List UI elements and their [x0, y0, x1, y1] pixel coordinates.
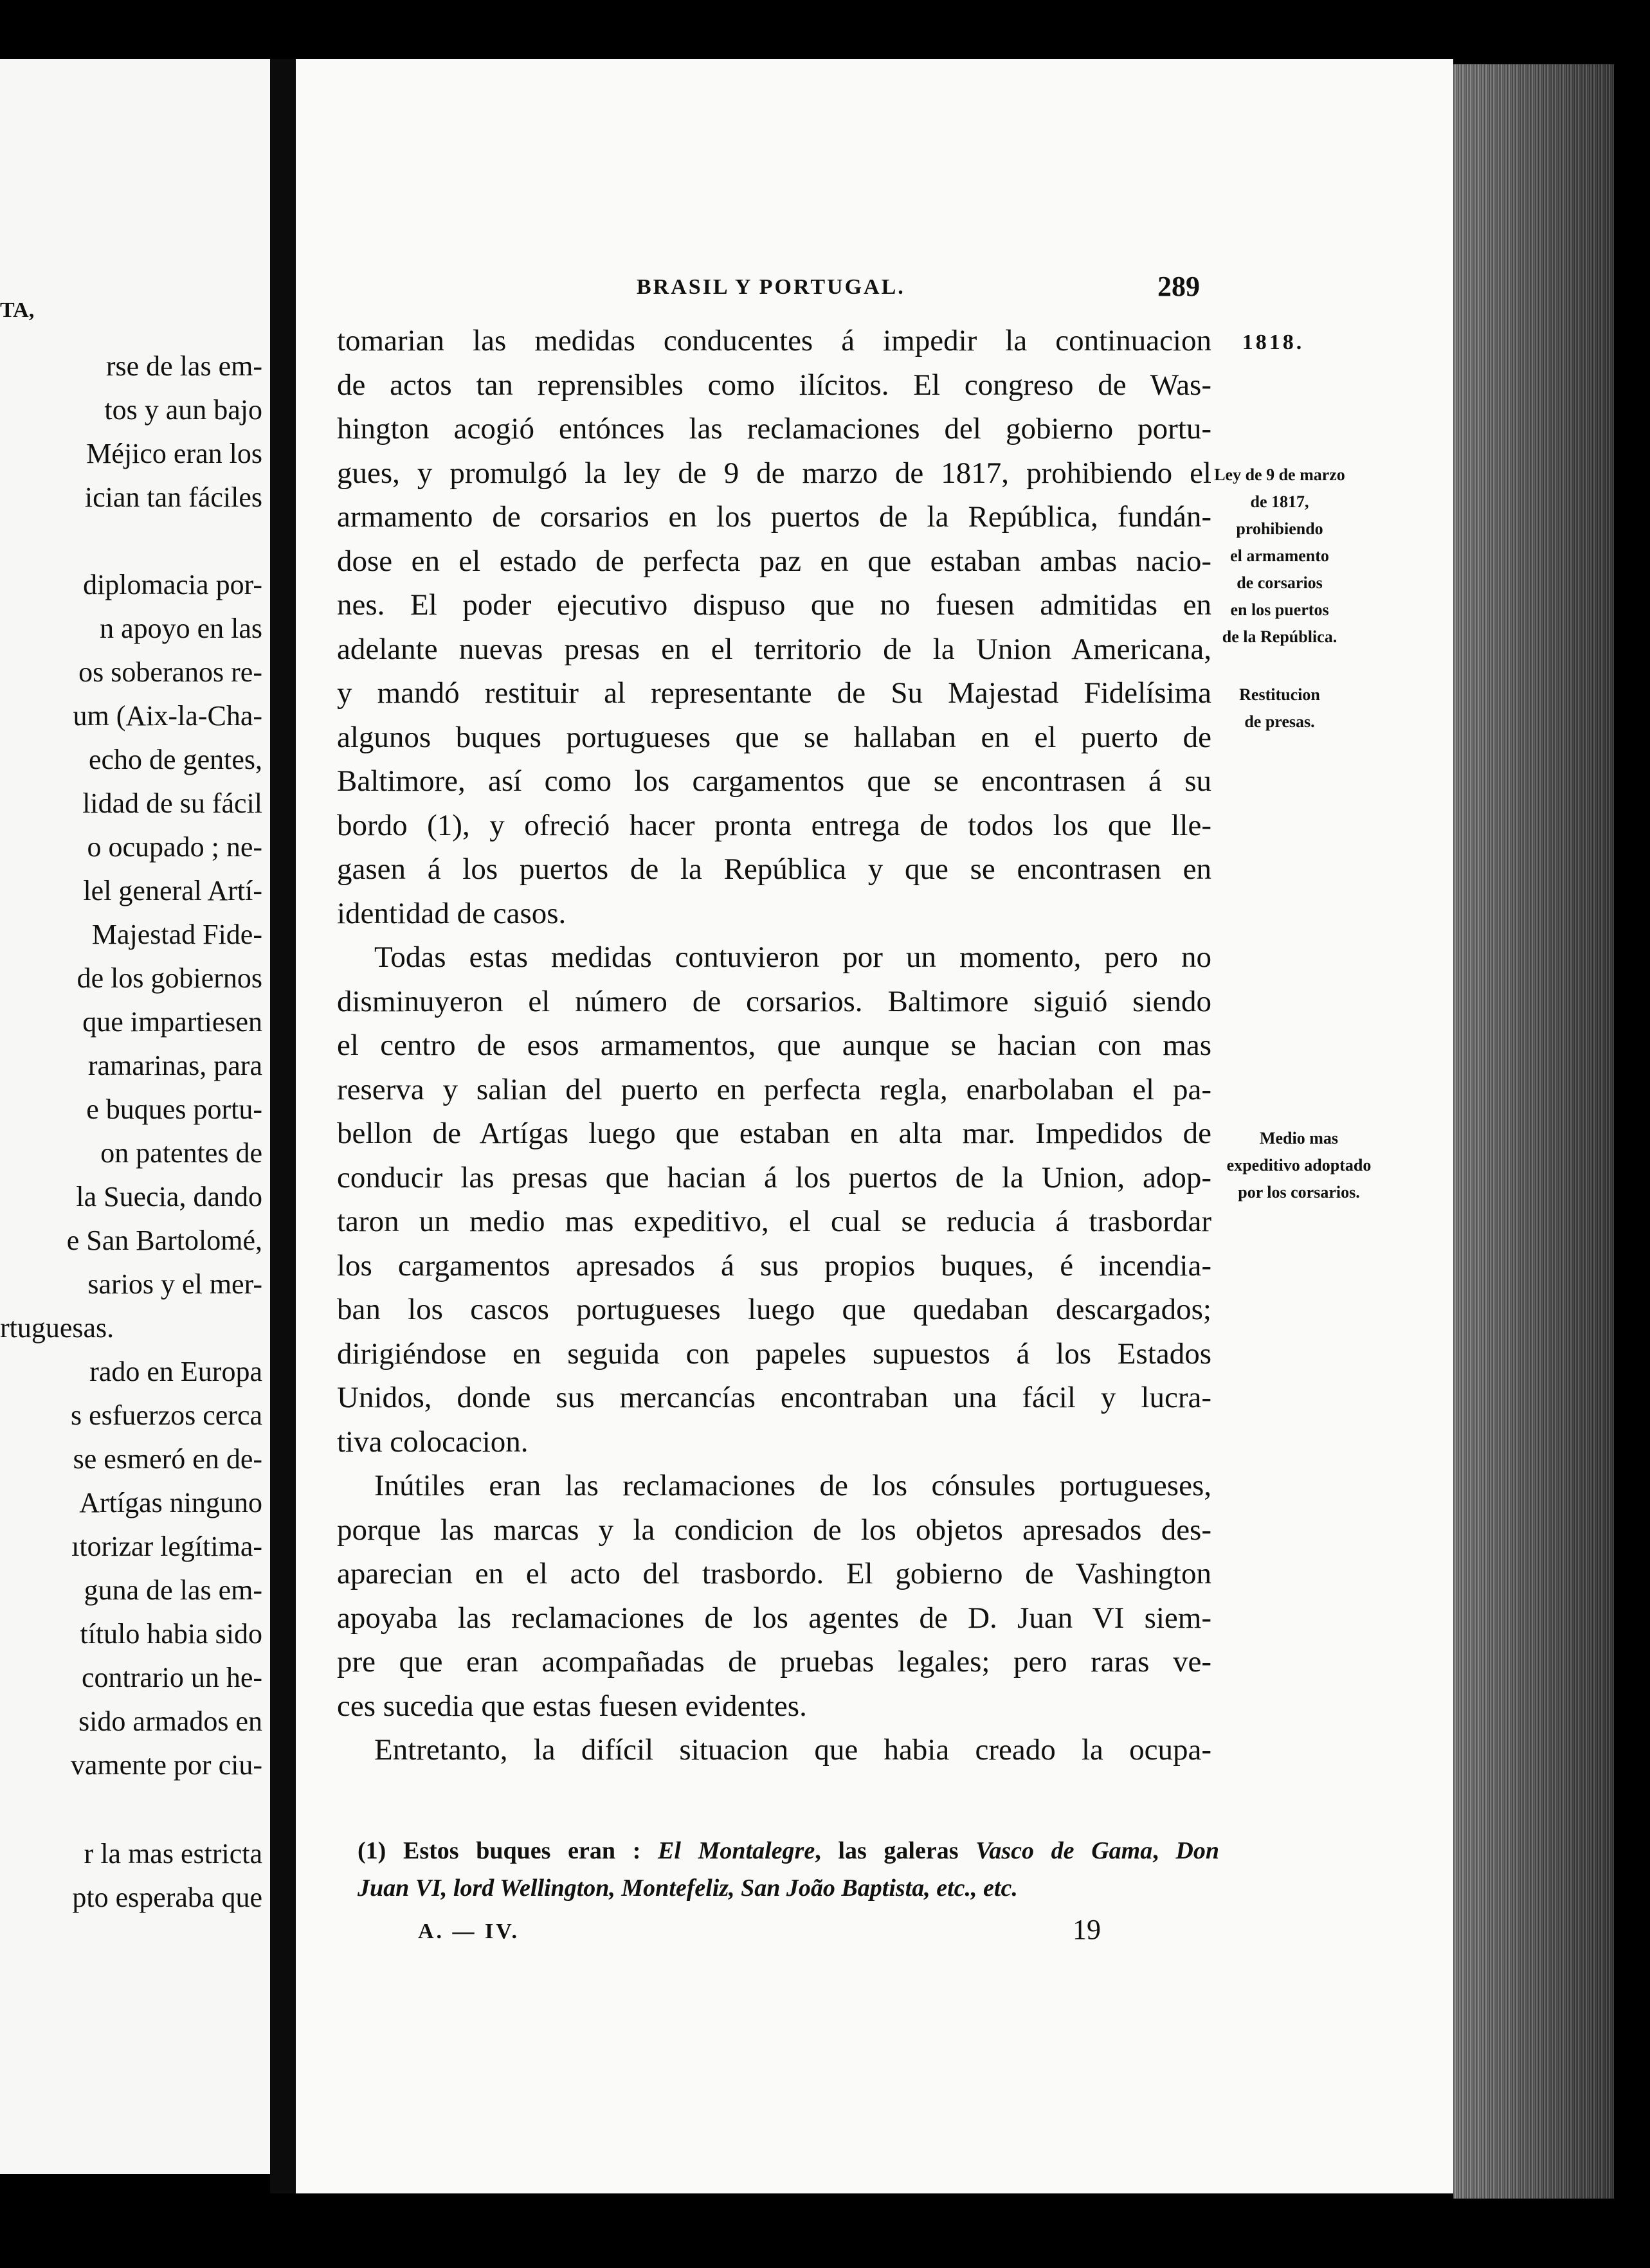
previous-page-line: e buques portu- — [86, 1094, 262, 1125]
previous-page-line: guna de las em- — [84, 1574, 262, 1606]
text-line: gasen á los puertos de la República y que se encontrasen en — [337, 852, 1211, 886]
text-line: bordo (1), y ofreció hacer pronta entrega de todos los que lle- — [337, 808, 1211, 842]
text-line: los cargamentos apresados á sus propios buques, é incendia- — [337, 1248, 1211, 1282]
background-edge — [1614, 0, 1650, 2268]
text-line: apoyaba las reclamaciones de los agentes de D. Juan VI siem- — [337, 1601, 1211, 1635]
previous-page-line: ıtorizar legítima- — [71, 1531, 262, 1562]
previous-page-line: pto esperaba que — [72, 1882, 262, 1913]
text-line: porque las marcas y la condicion de los objetos apresados des- — [337, 1513, 1211, 1547]
previous-page-line: título habia sido — [80, 1618, 262, 1650]
footnote-ship-name: El Montalegre — [658, 1837, 815, 1864]
margin-note-restitucion — [1222, 681, 1337, 735]
text-line: ban los cascos portugueses luego que quedaban descargados; — [337, 1293, 1211, 1326]
margin-note-medio — [1209, 1125, 1389, 1206]
signature-mark: A. — IV. — [418, 1920, 520, 1943]
previous-page-line: r la mas estricta — [84, 1838, 262, 1869]
previous-page-line: de los gobiernos — [77, 962, 262, 994]
previous-page-line: echo de gentes, — [89, 744, 262, 775]
page-edges — [1453, 64, 1614, 2199]
previous-page-line: um (Aix-la-Cha- — [73, 700, 262, 732]
previous-page-line: Méjico eran los — [86, 438, 262, 469]
previous-page-line: sido armados en — [78, 1706, 262, 1737]
margin-note-line: expeditivo adoptado — [1226, 1156, 1372, 1174]
margin-note-line: de presas. — [1244, 712, 1315, 731]
footnote — [358, 1832, 1219, 1907]
margin-note-line: de la República. — [1222, 627, 1337, 646]
margin-note-line: el armamento — [1230, 546, 1329, 565]
text-line: hington acogió entónces las reclamaciones del gobierno portu- — [337, 412, 1211, 446]
previous-page-line: rado en Europa — [89, 1356, 262, 1387]
previous-page-line: n apoyo en las — [100, 613, 262, 644]
margin-note-line: por los corsarios. — [1238, 1183, 1360, 1202]
text-line: adelante nuevas presas en el territorio de la Union Americana, — [337, 632, 1211, 666]
text-line: identidad de casos. — [337, 896, 567, 930]
book-gutter — [270, 59, 297, 2193]
text-line: tiva colocacion. — [337, 1425, 529, 1459]
previous-page-line: e San Bartolomé, — [66, 1225, 262, 1256]
text-line: Baltimore, así como los cargamentos que se encontrasen á su — [337, 764, 1211, 798]
text-line: gues, y promulgó la ley de 9 de marzo de 1817, prohibiendo el — [337, 456, 1211, 490]
margin-note-line: de 1817, — [1250, 492, 1309, 511]
previous-page-line: Artígas ninguno — [79, 1487, 262, 1518]
text-line: dose en el estado de perfecta paz en que estaban ambas nacio- — [337, 544, 1211, 578]
footnote-text: (1) Estos buques eran : — [358, 1837, 658, 1864]
previous-page-line: s esfuerzos cerca — [70, 1400, 262, 1431]
previous-page — [0, 59, 270, 2174]
previous-page-line: ician tan fáciles — [84, 482, 262, 513]
previous-page-line: se esmeró en de- — [73, 1443, 262, 1475]
text-line: Todas estas medidas contuvieron por un momento, pero no — [374, 941, 1211, 974]
margin-note-ley — [1196, 462, 1363, 651]
text-line: de actos tan reprensibles como ilícitos. El congreso de Was- — [337, 368, 1211, 402]
footnote-text: , — [1152, 1837, 1176, 1864]
running-title: BRASIL Y PORTUGAL. — [637, 275, 905, 299]
previous-page-line: on patentes de — [100, 1137, 262, 1169]
previous-page-line: rtuguesas. — [0, 1312, 114, 1344]
text-line: disminuyeron el número de corsarios. Baltimore siguió siendo — [337, 984, 1211, 1018]
previous-page-line: vamente por ciu- — [70, 1749, 262, 1781]
text-line: el centro de esos armamentos, que aunque se hacian con mas — [337, 1029, 1211, 1062]
footnote-ship-list: Juan VI, lord Wellington, Montefeliz, San João Baptista, etc., etc. — [358, 1875, 1018, 1902]
text-line: nes. El poder ejecutivo dispuso que no fuesen admitidas en — [337, 588, 1211, 622]
previous-page-line: TA, — [0, 298, 35, 322]
margin-note-line: en los puertos — [1230, 600, 1329, 619]
text-line: aparecian en el acto del trasbordo. El gobierno de Vashington — [337, 1557, 1211, 1590]
previous-page-line: contrario un he- — [82, 1662, 262, 1693]
text-line: bellon de Artígas luego que estaban en alta mar. Impedidos de — [337, 1117, 1211, 1150]
margin-note-line: de corsarios — [1237, 573, 1323, 592]
margin-note-line: Ley de 9 de marzo — [1214, 465, 1345, 484]
previous-page-line: que impartiesen — [82, 1006, 262, 1038]
text-line: taron un medio mas expeditivo, el cual se reducia á trasbordar — [337, 1205, 1211, 1238]
previous-page-line: ramarinas, para — [87, 1050, 262, 1081]
previous-page-line: os soberanos re- — [78, 656, 262, 688]
main-text — [337, 319, 1211, 1772]
text-line: Inútiles eran las reclamaciones de los cónsules portugueses, — [374, 1469, 1211, 1502]
margin-note-line: Medio mas — [1259, 1129, 1339, 1148]
text-line: pre que eran acompañadas de pruebas legales; pero raras ve- — [337, 1645, 1211, 1679]
page-number: 289 — [1157, 271, 1200, 302]
text-line: Entretanto, la difícil situacion que habia creado la ocupa- — [374, 1733, 1211, 1767]
text-line: conducir las presas que hacian á los puertos de la Union, adop- — [337, 1160, 1211, 1194]
margin-note-line: Restitucion — [1239, 685, 1320, 704]
previous-page-line: tos y aun bajo — [104, 394, 262, 426]
text-line: Unidos, donde sus mercancías encontraban una fácil y lucra- — [337, 1381, 1211, 1414]
text-line: tomarian las medidas conducentes á impedir la continuacion — [337, 324, 1211, 357]
previous-page-line: sarios y el mer- — [87, 1268, 262, 1300]
footnote-ship-name: Vasco de Gama — [975, 1837, 1153, 1864]
text-line: ces sucedia que estas fuesen evidentes. — [337, 1689, 807, 1723]
text-line: dirigiéndose en seguida con papeles supuestos á los Estados — [337, 1336, 1211, 1371]
previous-page-line: o ocupado ; ne- — [87, 831, 262, 863]
text-line: y mandó restituir al representante de Su Majestad Fidelísima — [337, 676, 1211, 710]
footnote-ship-name: Don — [1175, 1837, 1219, 1864]
sheet-number: 19 — [1073, 1914, 1101, 1945]
previous-page-line: lel general Artí- — [83, 875, 262, 906]
previous-page-line: la Suecia, dando — [76, 1181, 262, 1212]
margin-year: 1818. — [1242, 330, 1305, 354]
previous-page-line: rse de las em- — [105, 350, 262, 382]
previous-page-line: diplomacia por- — [83, 569, 262, 600]
text-line: reserva y salian del puerto en perfecta regla, enarbolaban el pa- — [337, 1072, 1211, 1106]
footnote-text: , las galeras — [815, 1837, 976, 1864]
previous-page-line: Majestad Fide- — [91, 919, 262, 950]
text-line: algunos buques portugueses que se hallaban en el puerto de — [337, 720, 1211, 754]
text-line: armamento de corsarios en los puertos de la República, fundán- — [337, 500, 1211, 534]
margin-note-line: prohibiendo — [1236, 519, 1323, 538]
previous-page-line: lidad de su fácil — [82, 788, 262, 819]
